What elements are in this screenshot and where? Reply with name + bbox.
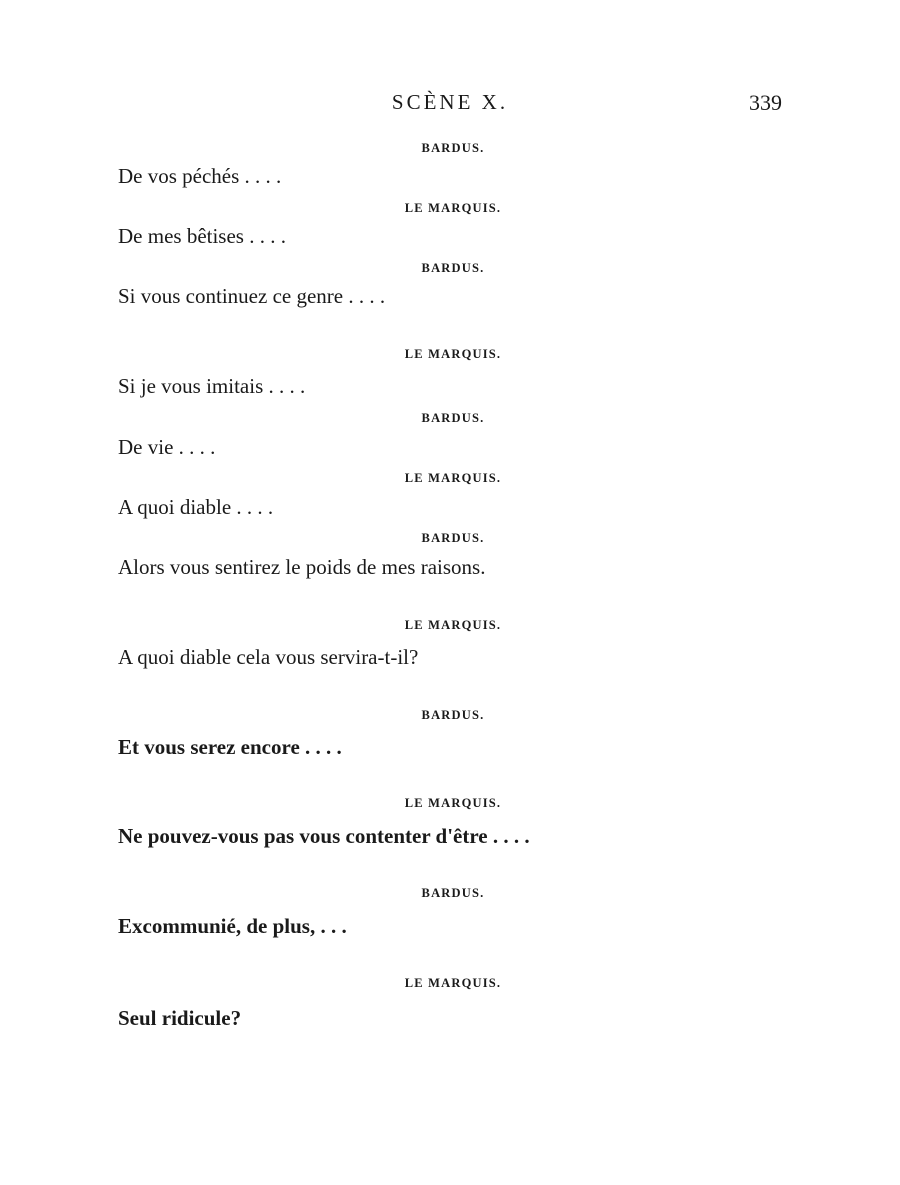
dialogue-line: A quoi diable cela vous servira-t-il? [118, 645, 419, 669]
speaker-label: LE MARQUIS. [404, 201, 502, 215]
speaker-label: BARDUS. [421, 708, 485, 722]
speaker-label: LE MARQUIS. [404, 347, 502, 361]
scene-title: SCÈNE X. [391, 90, 509, 114]
speaker-label: BARDUS. [421, 531, 485, 545]
dialogue-line: Et vous serez encore . . . . [118, 735, 342, 759]
speaker-label: BARDUS. [421, 411, 485, 425]
speaker-label: LE MARQUIS. [404, 618, 502, 632]
dialogue-line: Si je vous imitais . . . . [118, 374, 306, 398]
dialogue-line: A quoi diable . . . . [118, 495, 274, 519]
speaker-label: LE MARQUIS. [404, 796, 502, 810]
speaker-label: BARDUS. [421, 261, 485, 275]
dialogue-line: De vie . . . . [118, 435, 216, 459]
speaker-label: BARDUS. [421, 141, 485, 155]
dialogue-line: Alors vous sentirez le poids de mes raisons. [118, 555, 486, 579]
speaker-label: BARDUS. [421, 886, 485, 900]
dialogue-line: Si vous continuez ce genre . . . . [118, 284, 386, 308]
dialogue-line: De mes bêtises . . . . [118, 224, 286, 248]
dialogue-line: De vos péchés . . . . [118, 164, 282, 188]
speaker-label: LE MARQUIS. [404, 976, 502, 990]
dialogue-line: Seul ridicule? [118, 1006, 242, 1030]
dialogue-line: Excommunié, de plus, . . . [118, 914, 347, 938]
page-number: 339 [749, 90, 782, 115]
speaker-label: LE MARQUIS. [404, 471, 502, 485]
dialogue-line: Ne pouvez-vous pas vous contenter d'être . . . . [118, 824, 530, 848]
